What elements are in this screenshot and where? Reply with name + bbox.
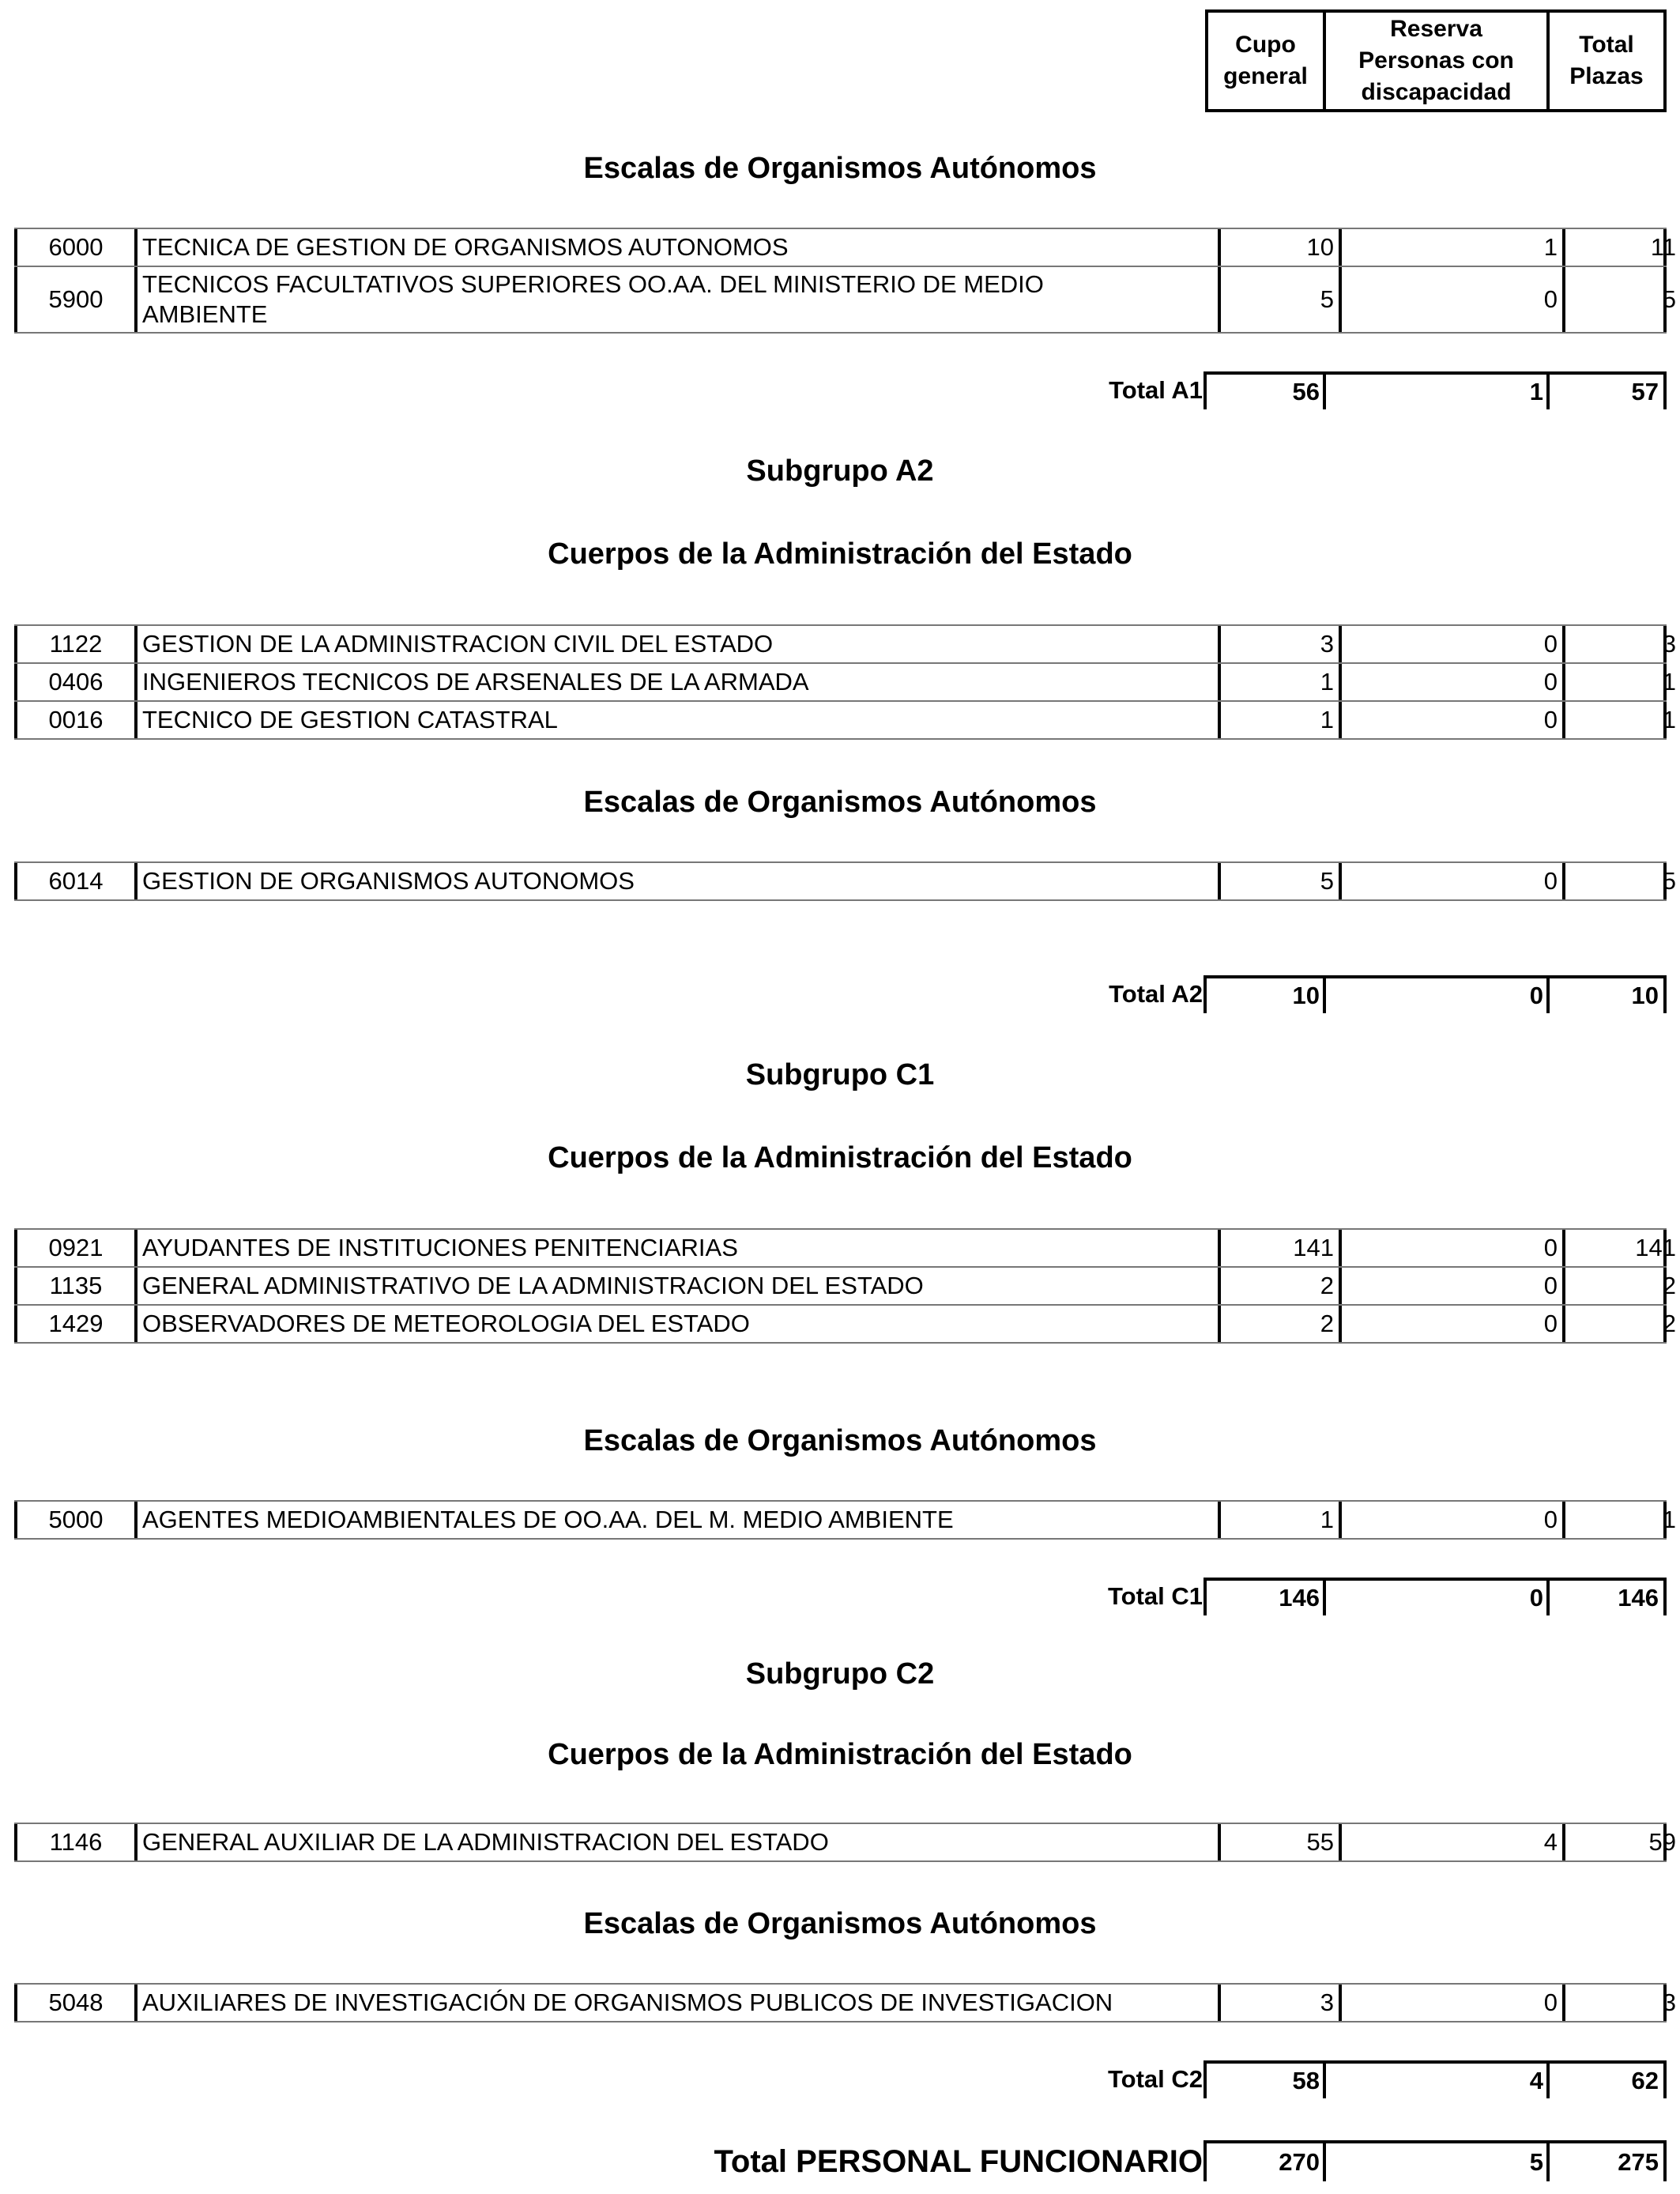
section-heading: Escalas de Organismos Autónomos [583, 1424, 1097, 1457]
total-c1-total: 146 [1546, 1578, 1667, 1615]
row-cupo: 1 [1203, 1502, 1339, 1538]
table-row [14, 662, 1676, 702]
header-cupo-general [1205, 9, 1326, 112]
row-cupo: 55 [1203, 1824, 1339, 1860]
section-heading: Escalas de Organismos Autónomos [583, 152, 1097, 185]
row-total: 141 [1562, 1230, 1680, 1266]
row-cupo: 141 [1203, 1230, 1339, 1266]
row-reserva: 4 [1339, 1824, 1562, 1860]
row-reserva: 0 [1339, 1230, 1562, 1266]
subgroup-heading: Subgrupo C2 [745, 1657, 935, 1691]
total-a2-cupo: 10 [1203, 975, 1324, 1013]
subgroup-heading: Subgrupo C1 [745, 1058, 935, 1091]
row-name: OBSERVADORES DE METEOROLOGIA DEL ESTADO [134, 1306, 1219, 1342]
total-a2-total: 10 [1546, 975, 1667, 1013]
row-total: 2 [1562, 1306, 1680, 1342]
section-heading: Cuerpos de la Administración del Estado [548, 1141, 1132, 1174]
row-name: GESTION DE ORGANISMOS AUTONOMOS [134, 863, 1219, 899]
row-code: 1122 [14, 626, 134, 662]
row-name: GENERAL AUXILIAR DE LA ADMINISTRACION DEL ESTADO [134, 1824, 1219, 1860]
row-cupo: 3 [1203, 1985, 1339, 2021]
table-row [14, 1266, 1676, 1306]
total-c1-label: Total C1 [1108, 1582, 1203, 1610]
row-name: TECNICOS FACULTATIVOS SUPERIORES OO.AA. DEL MINISTERIO DE MEDIO AMBIENTE [134, 267, 1219, 332]
total-a1-label: Total A1 [1109, 376, 1203, 404]
grand-total-cupo: 270 [1203, 2140, 1324, 2181]
row-code: 1429 [14, 1306, 134, 1342]
row-name: AYUDANTES DE INSTITUCIONES PENITENCIARIAS [134, 1230, 1219, 1266]
row-reserva: 0 [1339, 664, 1562, 700]
row-total: 3 [1562, 626, 1680, 662]
row-total: 1 [1562, 1502, 1680, 1538]
row-cupo: 3 [1203, 626, 1339, 662]
section-heading: Cuerpos de la Administración del Estado [548, 537, 1132, 571]
row-name: TECNICA DE GESTION DE ORGANISMOS AUTONOMOS [134, 229, 1219, 266]
total-a1-reserva: 1 [1323, 371, 1548, 409]
section-heading: Escalas de Organismos Autónomos [583, 1907, 1097, 1940]
grand-total-label: Total PERSONAL FUNCIONARIO [714, 2143, 1203, 2179]
row-code: 5000 [14, 1502, 134, 1538]
row-cupo: 2 [1203, 1306, 1339, 1342]
row-cupo: 1 [1203, 664, 1339, 700]
table-row [14, 1983, 1676, 2022]
header-cupo-general-label: Cupo general [1223, 32, 1308, 89]
total-c2-cupo: 58 [1203, 2060, 1324, 2098]
row-name: TECNICO DE GESTION CATASTRAL [134, 702, 1219, 738]
row-code: 6014 [14, 863, 134, 899]
row-code: 1146 [14, 1824, 134, 1860]
row-code: 5900 [14, 267, 134, 332]
total-a1-total: 57 [1546, 371, 1667, 409]
header-total-plazas [1546, 9, 1667, 112]
row-total: 1 [1562, 664, 1680, 700]
grand-total-reserva: 5 [1323, 2140, 1548, 2181]
table-row [14, 266, 1676, 334]
table-row [14, 624, 1676, 664]
row-name: GESTION DE LA ADMINISTRACION CIVIL DEL ESTADO [134, 626, 1219, 662]
header-total-plazas-label: Total Plazas [1569, 32, 1644, 89]
subgroup-heading: Subgrupo A2 [746, 454, 934, 488]
table-row [14, 1228, 1676, 1268]
row-code: 0406 [14, 664, 134, 700]
total-a1-cupo: 56 [1203, 371, 1324, 409]
row-code: 0921 [14, 1230, 134, 1266]
total-c1-cupo: 146 [1203, 1578, 1324, 1615]
row-reserva: 0 [1339, 1502, 1562, 1538]
total-c2-total: 62 [1546, 2060, 1667, 2098]
table-row [14, 861, 1676, 901]
row-reserva: 0 [1339, 626, 1562, 662]
row-cupo: 2 [1203, 1268, 1339, 1304]
section-heading: Escalas de Organismos Autónomos [583, 786, 1097, 819]
row-reserva: 0 [1339, 702, 1562, 738]
row-name: AUXILIARES DE INVESTIGACIÓN DE ORGANISMOS PUBLICOS DE INVESTIGACION [134, 1985, 1219, 2021]
row-total: 2 [1562, 1268, 1680, 1304]
row-name: INGENIEROS TECNICOS DE ARSENALES DE LA ARMADA [134, 664, 1219, 700]
row-reserva: 0 [1339, 267, 1562, 332]
row-name: AGENTES MEDIOAMBIENTALES DE OO.AA. DEL M. MEDIO AMBIENTE [134, 1502, 1219, 1538]
row-reserva: 0 [1339, 1268, 1562, 1304]
total-c1-reserva: 0 [1323, 1578, 1548, 1615]
row-total: 11 [1562, 229, 1680, 266]
header-reserva-label: Reserva Personas con discapacidad [1358, 16, 1514, 105]
table-row [14, 700, 1676, 740]
row-total: 59 [1562, 1824, 1680, 1860]
row-code: 6000 [14, 229, 134, 266]
table-row [14, 1823, 1676, 1862]
total-a2-reserva: 0 [1323, 975, 1548, 1013]
row-total: 3 [1562, 1985, 1680, 2021]
row-code: 0016 [14, 702, 134, 738]
row-reserva: 0 [1339, 1306, 1562, 1342]
row-total: 5 [1562, 863, 1680, 899]
row-total: 1 [1562, 702, 1680, 738]
table-row [14, 1500, 1676, 1540]
total-c2-reserva: 4 [1323, 2060, 1548, 2098]
row-cupo: 5 [1203, 267, 1339, 332]
row-total: 5 [1562, 267, 1680, 332]
total-c2-label: Total C2 [1108, 2065, 1203, 2093]
grand-total-total: 275 [1546, 2140, 1667, 2181]
total-a2-label: Total A2 [1109, 980, 1203, 1008]
row-reserva: 0 [1339, 1985, 1562, 2021]
section-heading: Cuerpos de la Administración del Estado [548, 1738, 1132, 1771]
row-reserva: 0 [1339, 863, 1562, 899]
header-reserva [1323, 9, 1550, 112]
row-cupo: 1 [1203, 702, 1339, 738]
row-cupo: 5 [1203, 863, 1339, 899]
table-row [14, 228, 1676, 267]
row-reserva: 1 [1339, 229, 1562, 266]
row-code: 1135 [14, 1268, 134, 1304]
row-cupo: 10 [1203, 229, 1339, 266]
row-code: 5048 [14, 1985, 134, 2021]
table-row [14, 1304, 1676, 1344]
row-name: GENERAL ADMINISTRATIVO DE LA ADMINISTRACION DEL ESTADO [134, 1268, 1219, 1304]
